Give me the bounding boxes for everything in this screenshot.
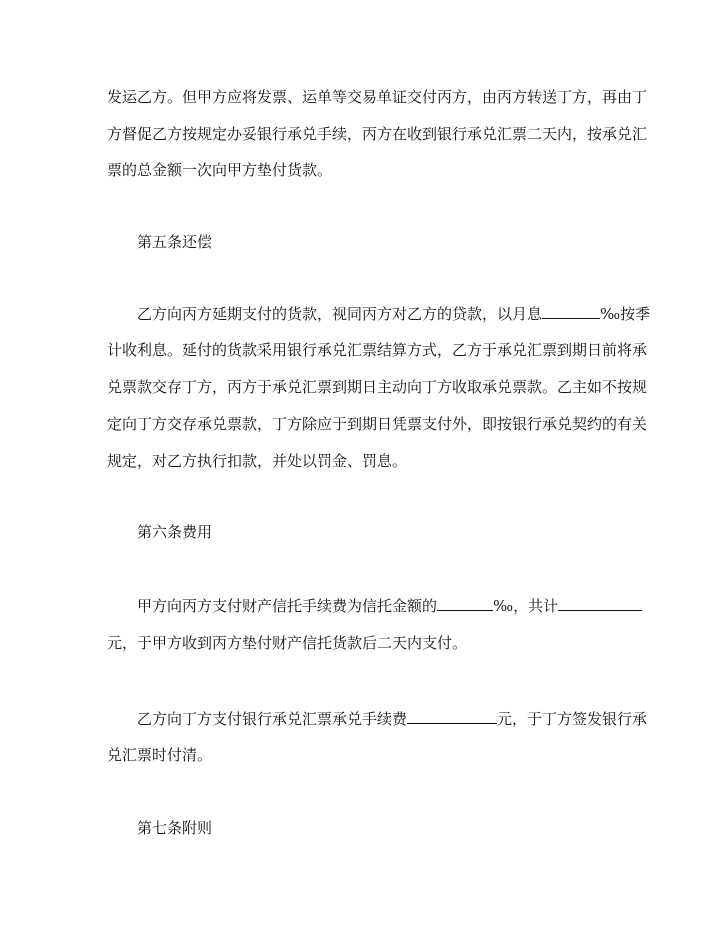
paragraph-line: 兑票款交存丁方，丙方于承兑汇票到期日主动向丁方收取承兑票款。乙主如不按规 [107, 378, 648, 396]
paragraph-line [137, 595, 612, 615]
article7-heading: 第七条附则 [137, 819, 213, 837]
paragraph-line: 票的总金额一次向甲方垫付货款。 [107, 161, 333, 179]
paragraph-line [137, 708, 648, 728]
text: 乙方向丙方延期支付的货款，视同丙方对乙方的贷款，以月息 [137, 305, 543, 323]
article6-heading: 第六条费用 [137, 523, 213, 541]
acceptance-fee-blank [407, 708, 497, 724]
article5-heading: 第五条还偿 [137, 233, 213, 251]
text: ‰按季 [600, 305, 651, 323]
paragraph-line: 发运乙方。但甲方应将发票、运单等交易单证交付丙方，由丙方转送丁方，再由丁 [107, 88, 648, 106]
paragraph-line: 方督促乙方按规定办妥银行承兑手续，丙方在收到银行承兑汇票二天内，按承兑汇 [107, 125, 648, 143]
paragraph-line: 定向丁方交存承兑票款，丁方除应于到期日凭票支付外，即按银行承兑契约的有关 [107, 415, 648, 433]
text: 元，于丁方签发银行承 [497, 710, 648, 728]
paragraph-line: 兑汇票时付清。 [107, 746, 213, 764]
fee-total-blank [558, 595, 642, 611]
text: 甲方向丙方支付财产信托手续费为信托金额的 [137, 597, 438, 615]
text: 乙方向丁方支付银行承兑汇票承兑手续费 [137, 710, 408, 728]
text: ‰，共计 [493, 597, 559, 615]
paragraph-line [137, 303, 651, 323]
monthly-interest-blank [542, 303, 600, 319]
paragraph-line: 规定，对乙方执行扣款，并处以罚金、罚息。 [107, 452, 408, 470]
paragraph-line: 元，于甲方收到丙方垫付财产信托货款后二天内支付。 [107, 634, 468, 652]
paragraph-line: 计收利息。延付的货款采用银行承兑汇票结算方式，乙方于承兑汇票到期日前将承 [107, 341, 648, 359]
fee-rate-blank [437, 595, 493, 611]
